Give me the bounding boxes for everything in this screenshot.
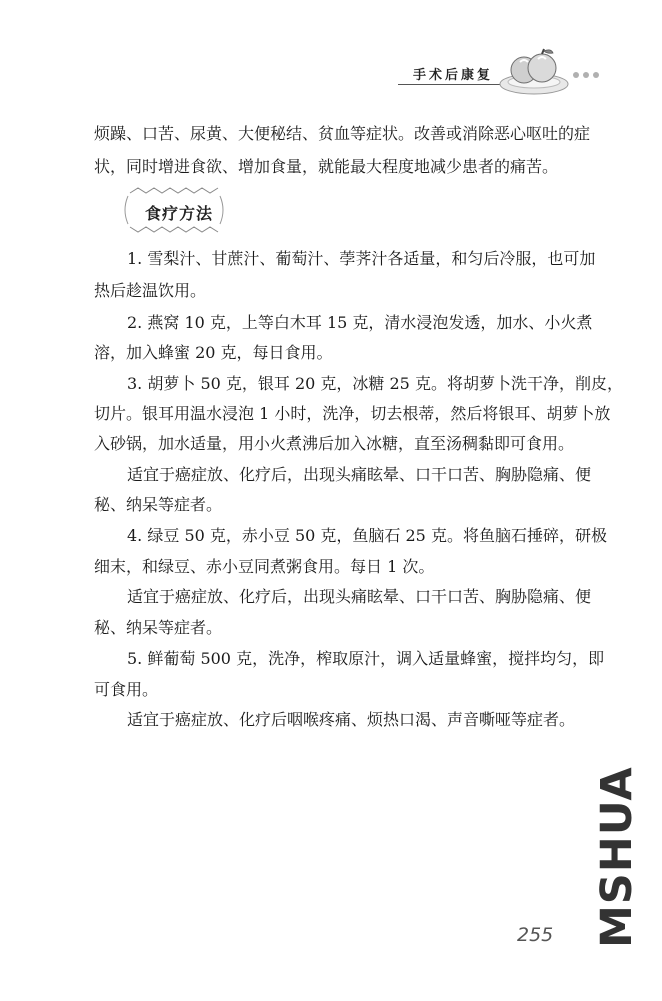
- decorative-dots-icon: [572, 70, 600, 80]
- body-text-line: 秘、纳呆等症者。: [94, 618, 223, 637]
- body-text-line: 热后趁温饮用。: [94, 281, 207, 300]
- header-rule: [398, 84, 506, 85]
- section-title: 食疗方法: [145, 204, 214, 223]
- body-text-line: 溶，加入蜂蜜 20 克，每日食用。: [94, 343, 333, 362]
- body-text-line: 切片。银耳用温水浸泡 1 小时，洗净，切去根蒂，然后将银耳、胡萝卜放: [94, 404, 611, 423]
- body-text-line: 可食用。: [94, 680, 159, 699]
- body-text-line: 5. 鲜葡萄 500 克，洗净，榨取原汁，调入适量蜂蜜，搅拌均匀，即: [127, 649, 605, 668]
- body-text-line: 4. 绿豆 50 克，赤小豆 50 克，鱼脑石 25 克。将鱼脑石捶碎，研极: [127, 526, 607, 545]
- body-text-line: 适宜于癌症放、化疗后，出现头痛眩晕、口干口苦、胸胁隐痛、便: [127, 465, 592, 484]
- body-text-line: 适宜于癌症放、化疗后咽喉疼痛、烦热口渴、声音嘶哑等症者。: [127, 710, 576, 729]
- body-text-line: 1. 雪梨汁、甘蔗汁、葡萄汁、荸荠汁各适量，和匀后冷服，也可加: [127, 249, 596, 268]
- page-number: 255: [517, 924, 554, 946]
- body-text-line: 状，同时增进食欲、增加食量，就能最大程度地减少患者的痛苦。: [94, 157, 559, 176]
- body-text-line: 3. 胡萝卜 50 克，银耳 20 克，冰糖 25 克。将胡萝卜洗干净，削皮，: [127, 374, 623, 393]
- apple-plate-icon: [498, 46, 570, 98]
- body-text-line: 适宜于癌症放、化疗后，出现头痛眩晕、口干口苦、胸胁隐痛、便: [127, 587, 592, 606]
- body-text-line: 入砂锅，加水适量，用小火煮沸后加入冰糖，直至汤稠黏即可食用。: [94, 434, 575, 453]
- running-header-title: 手术后康复: [413, 68, 494, 83]
- body-text-line: 秘、纳呆等症者。: [94, 495, 223, 514]
- body-text-line: 细末，和绿豆、赤小豆同煮粥食用。每日 1 次。: [94, 557, 435, 576]
- body-text-line: 2. 燕窝 10 克，上等白木耳 15 克，清水浸泡发透，加水、小火煮: [127, 313, 593, 332]
- body-text-line: 烦躁、口苦、尿黄、大便秘结、贫血等症状。改善或消除恶心呕吐的症: [94, 124, 591, 143]
